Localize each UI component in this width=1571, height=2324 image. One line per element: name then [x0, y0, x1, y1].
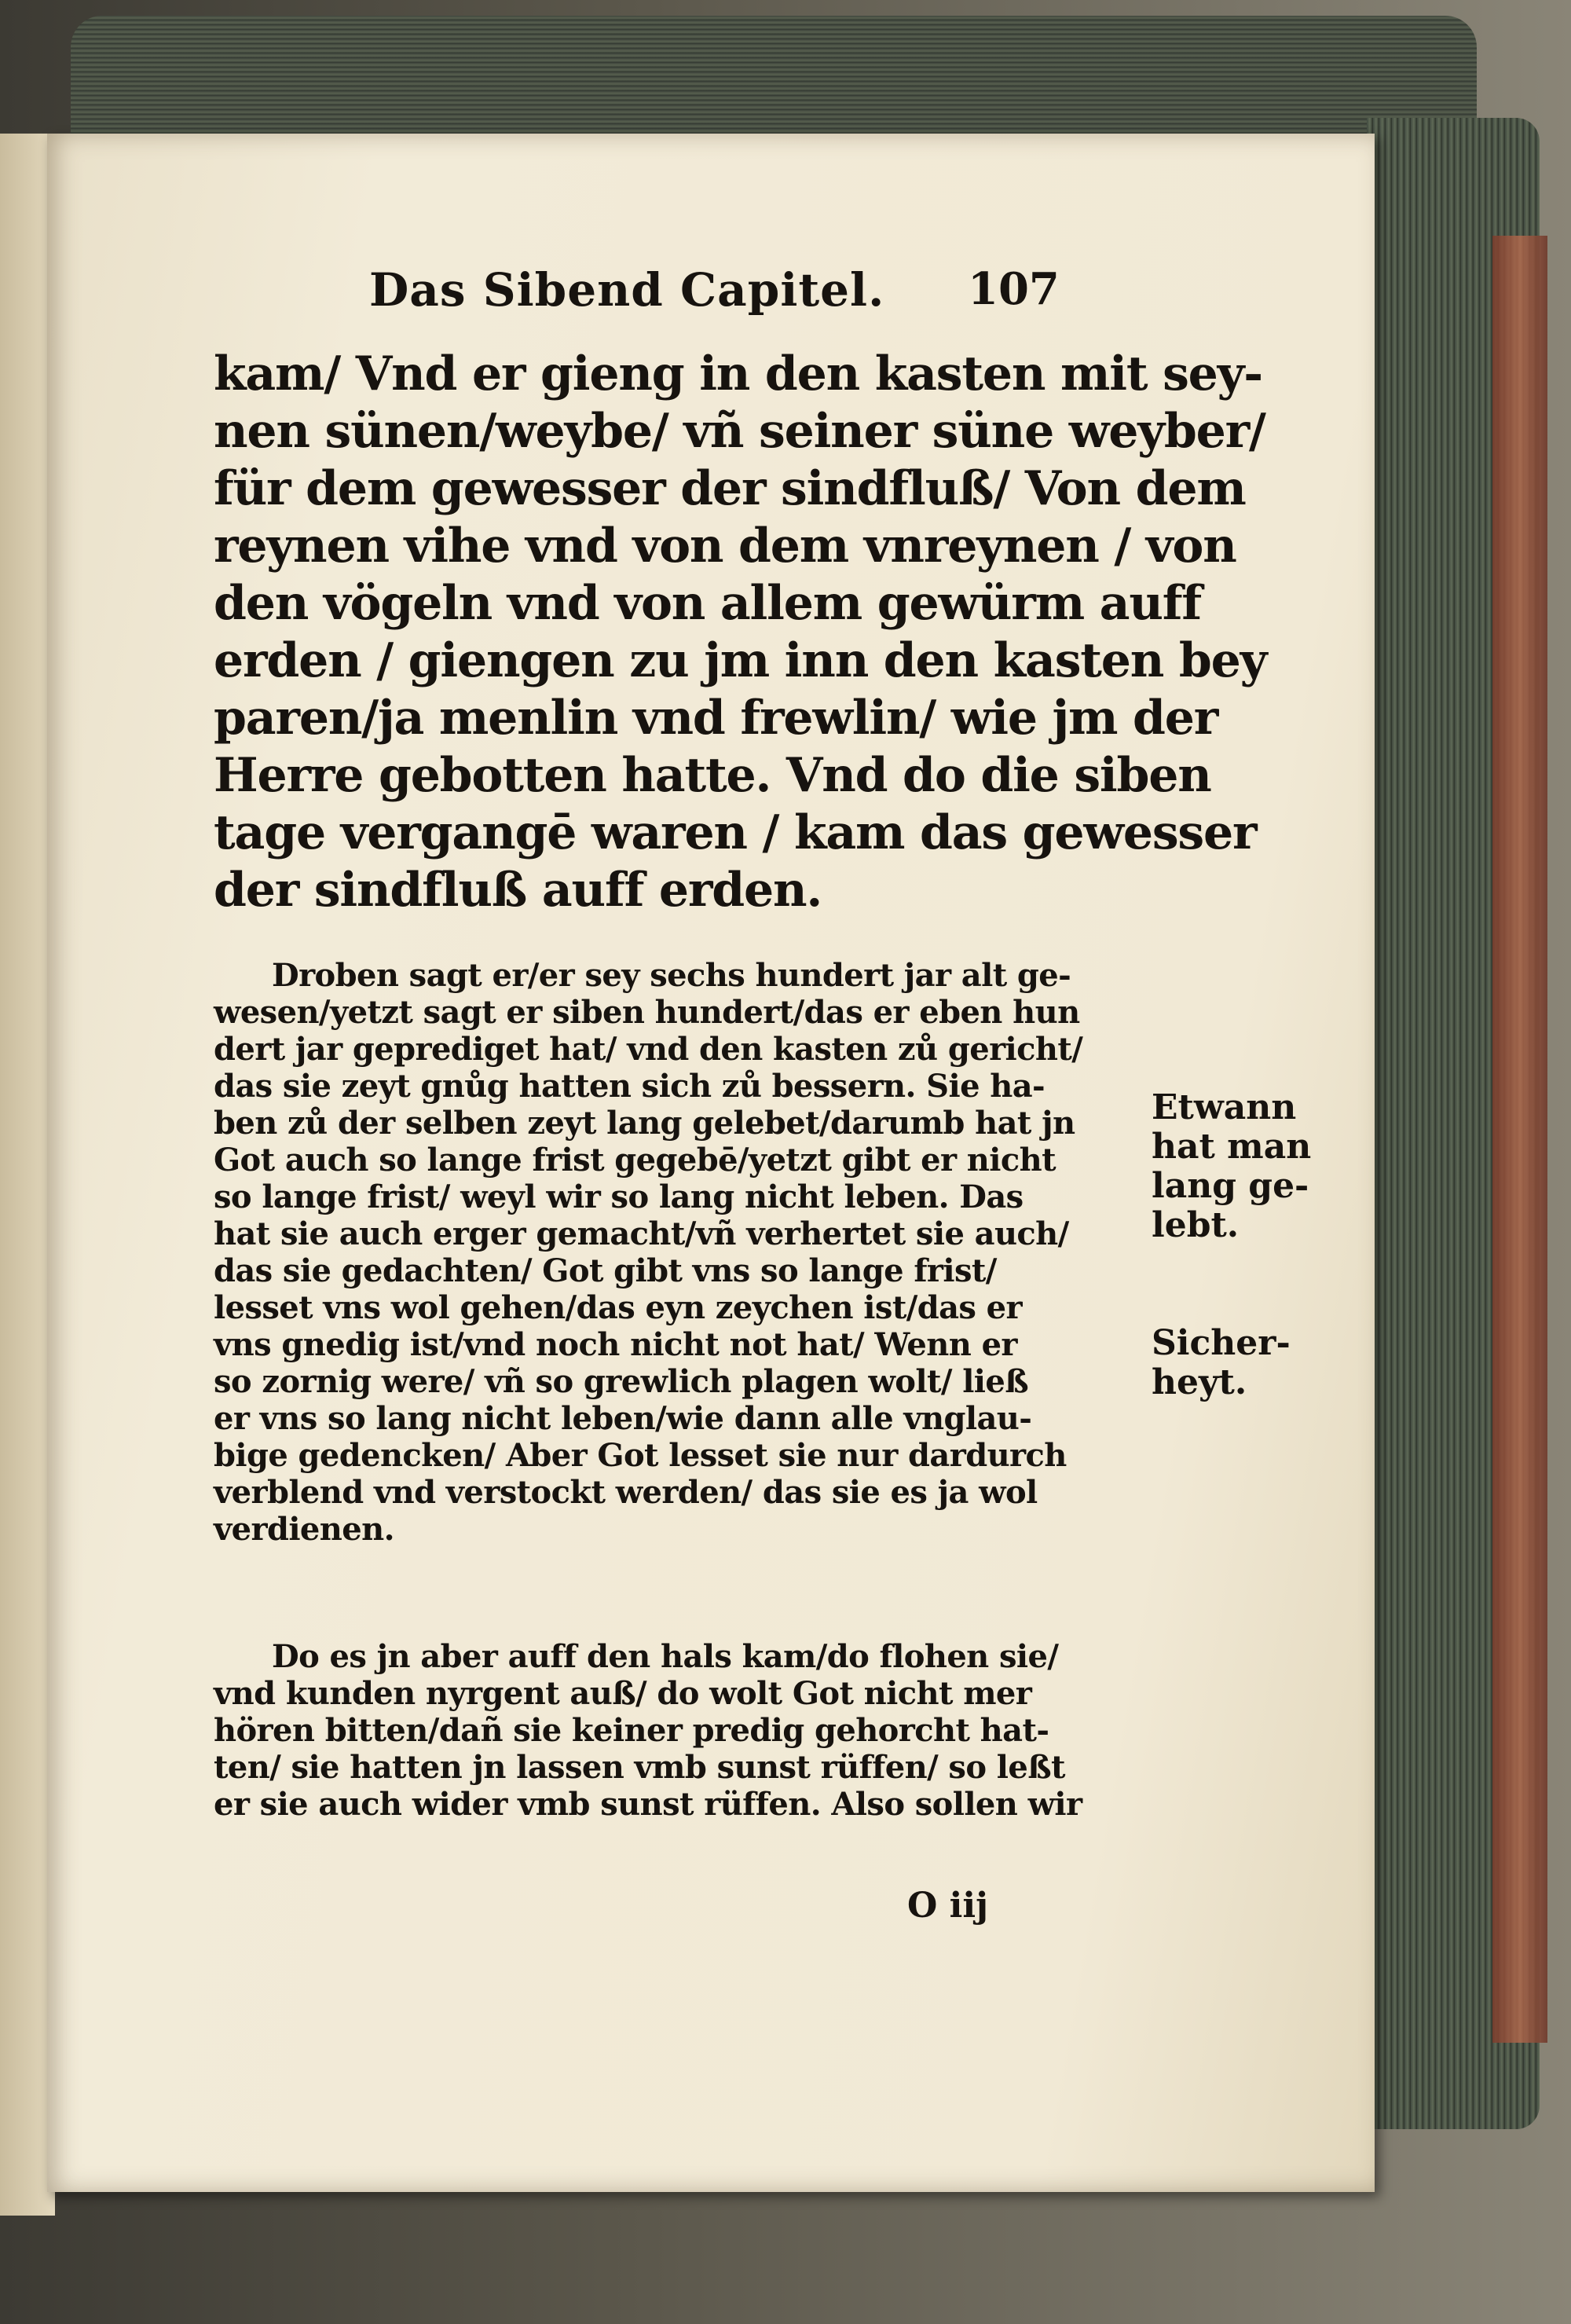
- commentary-line: das sie zeyt gnůg hatten sich zů bessern. Sie ha-: [214, 1068, 1046, 1105]
- commentary-line: wesen/yetzt sagt er siben hundert/das er eben hun: [214, 994, 1080, 1031]
- margin-note-line: heyt.: [1152, 1362, 1247, 1402]
- main-text-line: Herre gebotten hatte. Vnd do die siben: [214, 748, 1211, 803]
- commentary-line: hat sie auch erger gemacht/vñ verhertet sie auch/: [214, 1215, 1069, 1252]
- commentary-paragraph-2: [214, 1638, 1188, 1823]
- main-text-line: nen sünen/weybe/ vñ seiner süne weyber/: [214, 404, 1265, 459]
- margin-note-line: Sicher-: [1152, 1323, 1291, 1363]
- running-header: Das Sibend Capitel.: [369, 263, 885, 317]
- margin-note-line: lebt.: [1152, 1205, 1240, 1245]
- commentary-line: Got auch so lange frist gegebē/yetzt gibt er nicht: [214, 1142, 1056, 1178]
- page-number: 107: [968, 263, 1060, 315]
- commentary-line: lesset vns wol gehen/das eyn zeychen ist/das er: [214, 1289, 1022, 1326]
- commentary-line: das sie gedachten/ Got gibt vns so lange frist/: [214, 1252, 997, 1289]
- main-text-line: für dem gewesser der sindfluß/ Von dem: [214, 461, 1246, 516]
- commentary-line: verdienen.: [214, 1511, 394, 1548]
- margin-note-line: lang ge-: [1152, 1166, 1309, 1206]
- commentary-line: er sie auch wider vmb sunst rüffen. Also sollen wir: [214, 1786, 1082, 1823]
- commentary-line: so zornig were/ vñ so grewlich plagen wolt/ ließ: [214, 1363, 1029, 1400]
- commentary-line: verblend vnd verstockt werden/ das sie es ja wol: [214, 1474, 1038, 1511]
- main-text-line: erden / giengen zu jm inn den kasten bey: [214, 633, 1267, 688]
- main-text-line: paren/ja menlin vnd frewlin/ wie jm der: [214, 691, 1218, 746]
- main-text-line: der sindfluß auff erden.: [214, 863, 822, 918]
- main-text: [214, 346, 1267, 919]
- main-text-line: den vögeln vnd von allem gewürm auff: [214, 576, 1201, 631]
- commentary-line: dert jar geprediget hat/ vnd den kasten zů gericht/: [214, 1031, 1083, 1068]
- commentary-line: er vns so lang nicht leben/wie dann alle vnglau-: [214, 1400, 1032, 1437]
- commentary-line: ten/ sie hatten jn lassen vmb sunst rüffen/ so leßt: [214, 1749, 1065, 1786]
- book-top-edge: [71, 16, 1477, 141]
- margin-note: [1152, 1324, 1291, 1402]
- commentary-line: vns gnedig ist/vnd noch nicht not hat/ Wenn er: [214, 1326, 1017, 1363]
- commentary-line: vnd kunden nyrgent auß/ do wolt Got nicht mer: [214, 1675, 1032, 1712]
- margin-note: [1152, 1088, 1311, 1245]
- commentary-line: Droben sagt er/er sey sechs hundert jar alt ge-: [272, 957, 1071, 994]
- commentary-line: bige gedencken/ Aber Got lesset sie nur dardurch: [214, 1437, 1067, 1474]
- main-text-line: kam/ Vnd er gieng in den kasten mit sey-: [214, 346, 1262, 401]
- commentary-line: hören bitten/dañ sie keiner predig gehorcht hat-: [214, 1712, 1049, 1749]
- main-text-line: reynen vihe vnd von dem vnreynen / von: [214, 519, 1236, 574]
- main-text-line: tage vergangē waren / kam das gewesser: [214, 805, 1257, 860]
- margin-note-line: Etwann: [1152, 1087, 1297, 1127]
- commentary-line: Do es jn aber auff den hals kam/do flohen sie/: [272, 1638, 1059, 1675]
- commentary-line: ben zů der selben zeyt lang gelebet/darumb hat jn: [214, 1105, 1075, 1142]
- commentary-line: so lange frist/ weyl wir so lang nicht leben. Das: [214, 1178, 1024, 1215]
- commentary-paragraph: [214, 957, 1188, 1548]
- signature-mark: O iij: [907, 1886, 988, 1926]
- margin-note-line: hat man: [1152, 1127, 1312, 1167]
- binding-edge: [1492, 236, 1547, 2043]
